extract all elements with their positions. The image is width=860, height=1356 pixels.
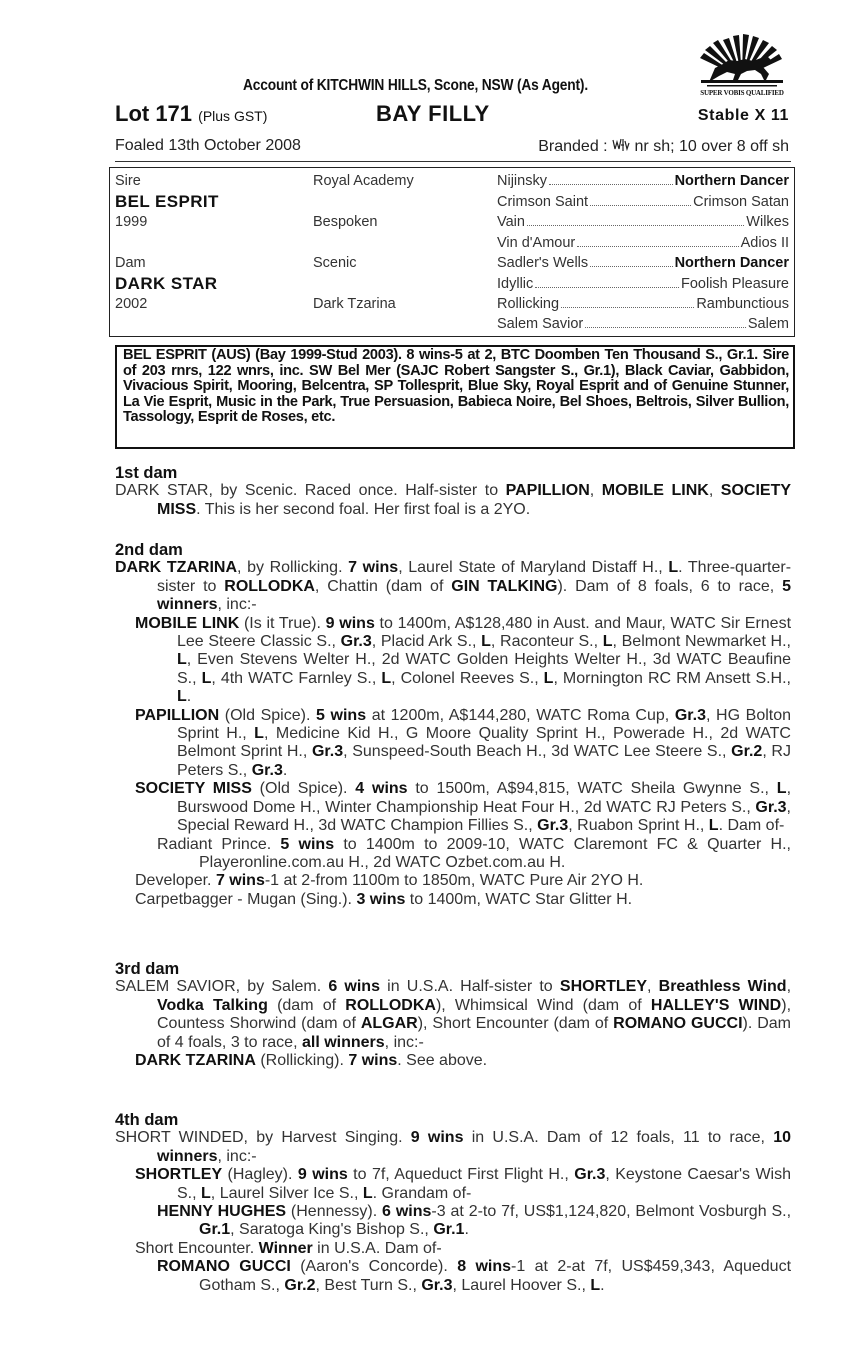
leader-dots	[577, 235, 738, 247]
ancestor-sire: Salem	[747, 316, 789, 332]
ancestor-sire: Crimson Satan	[693, 194, 789, 210]
grand-progeny-entry: HENNY HUGHES (Hennessy). 6 wins-3 at 2-to 7f, US$1,124,820, Belmont Vosburgh S., Gr.1, Saratoga King's Bishop S., Gr.1.	[157, 1203, 792, 1239]
divider	[115, 161, 791, 162]
branded-info	[538, 137, 789, 156]
dam-entry: DARK STAR, by Scenic. Raced once. Half-sister to PAPILLION, MOBILE LINK, SOCIETY MISS. This is her second foal. Her first foal is a 2YO.	[115, 482, 792, 518]
section-heading: 3rd dam	[115, 960, 180, 978]
dam-label: Dam	[115, 255, 146, 271]
sire-summary-box	[115, 345, 795, 449]
sire-label: Sire	[115, 173, 141, 189]
leader-dots	[535, 276, 679, 288]
sire-summary: BEL ESPRIT (AUS) (Bay 1999-Stud 2003). 8 wins-5 at 2, BTC Doomben Ten Thousand S., Gr.1. Sire of 203 rnrs, 122 wnrs, inc. SW Bel Mer (SAJC Robert Sangster S., Gr.1), Black Caviar, Gabbidon, Vivacious Spirit, Mooring, Belcentra, SP Tollesprit, Blue Sky, Royal Esprit and of Genuine Stunner, La Vie Esprit, Music in the Park, True Persuasion, Babieca Noire, Bel Shoes, Beltrois, Silver Bullion, Tassology, Esprit de Roses, etc.	[123, 347, 789, 425]
dam-year: 2002	[115, 296, 148, 312]
progeny-entry: PAPILLION (Old Spice). 5 wins at 1200m, A$144,280, WATC Roma Cup, Gr.3, HG Bolton Sprint H., L, Medicine Kid H., G Moore Quality Sprint H., Powerade H., 2d WATC Belmont Sprint H., Gr.3, Sunspeed-South Beach H., 3d WATC Lee Steere S., Gr.2, RJ Peters S., Gr.3.	[135, 706, 792, 779]
ancestor-sire: Northern Dancer	[674, 255, 789, 271]
progeny-entry: Short Encounter. Winner in U.S.A. Dam of-	[135, 1239, 442, 1257]
ancestor-sire: Rambunctious	[696, 296, 789, 312]
ancestor-row	[497, 235, 789, 251]
branded-label: Branded :	[538, 138, 608, 155]
leader-dots	[590, 194, 691, 206]
ancestor-name: Sadler's Wells	[497, 255, 589, 271]
branded-text: nr sh; 10 over 8 off sh	[634, 138, 789, 155]
ancestor-row	[497, 194, 789, 210]
horse-sunburst-icon	[693, 34, 791, 90]
sire-dam: Bespoken	[313, 214, 378, 230]
ancestor-row	[497, 214, 789, 230]
progeny-entry: DARK TZARINA (Rollicking). 7 wins. See above.	[135, 1052, 488, 1070]
ancestor-sire: Adios II	[740, 235, 789, 251]
grand-progeny-entry: Radiant Prince. 5 wins to 1400m to 2009-10, WATC Claremont FC & Quarter H., Playeronline.com.au H., 2d WATC Ozbet.com.au H.	[157, 835, 791, 871]
leader-dots	[585, 316, 746, 328]
third-dam-section	[115, 960, 791, 1070]
vendor-account: Account of KITCHWIN HILLS, Scone, NSW (As Agent).	[243, 77, 588, 94]
leader-dots	[549, 173, 673, 185]
progeny-entry: SOCIETY MISS (Old Spice). 4 wins to 1500m, A$94,815, WATC Sheila Gwynne S., L, Burswood Dome H., Winter Championship Heat Four H., 2d WATC RJ Peters S., Gr.3, Special Reward H., 3d WATC Champion Fillies S., Gr.3, Ruabon Sprint H., L. Dam of-	[135, 780, 792, 835]
pedigree-table	[109, 167, 795, 337]
ancestor-name: Rollicking	[497, 296, 560, 312]
section-heading: 2nd dam	[115, 541, 183, 559]
lot-row	[115, 100, 791, 130]
logo-caption: SUPER VOBIS QUALIFIED	[700, 89, 784, 97]
ancestor-row	[497, 296, 789, 312]
ancestor-sire: Northern Dancer	[674, 173, 789, 189]
ancestor-row	[497, 255, 789, 271]
progeny-entry: SHORTLEY (Hagley). 9 wins to 7f, Aqueduct First Flight H., Gr.3, Keystone Caesar's Wish S., L, Laurel Silver Ice S., L. Grandam of-	[135, 1166, 791, 1202]
ancestor-row	[497, 316, 789, 332]
lot-label: Lot 171	[115, 101, 193, 126]
sire-year: 1999	[115, 214, 148, 230]
ancestor-name: Crimson Saint	[497, 194, 589, 210]
ancestor-name: Salem Savior	[497, 316, 584, 332]
stable-number: Stable X 11	[697, 107, 789, 124]
foaled-date: Foaled 13th October 2008	[115, 137, 301, 154]
sire-sire: Royal Academy	[313, 173, 414, 189]
first-dam-section	[115, 464, 791, 519]
dam-entry: SALEM SAVIOR, by Salem. 6 wins in U.S.A. Half-sister to SHORTLEY, Breathless Wind, Vodka Talking (dam of ROLLODKA), Whimsical Wind (dam of HALLEY'S WIND), Countess Shorwind (dam of ALGAR), Short Encounter (dam of ROMANO GUCCI). Dam of 4 foals, 3 to race, all winners, inc:-	[115, 978, 792, 1051]
leader-dots	[590, 255, 672, 267]
ancestor-name: Idyllic	[497, 276, 534, 292]
leader-dots	[561, 296, 694, 308]
lot-number	[115, 101, 267, 127]
dam-name: DARK STAR	[115, 274, 218, 293]
ancestor-sire: Foolish Pleasure	[681, 276, 789, 292]
leader-dots	[527, 214, 744, 226]
gst-note: (Plus GST)	[198, 108, 268, 124]
section-heading: 4th dam	[115, 1111, 179, 1129]
dam-sire: Scenic	[313, 255, 357, 271]
dam-entry: DARK TZARINA, by Rollicking. 7 wins, Laurel State of Maryland Distaff H., L. Three-quarter-sister to ROLLODKA, Chattin (dam of GIN TALKING). Dam of 8 foals, 6 to race, 5 winners, inc:-	[115, 559, 792, 614]
ancestor-sire: Wilkes	[746, 214, 789, 230]
progeny-entry: Developer. 7 wins-1 at 2-from 1100m to 1850m, WATC Pure Air 2YO H.	[135, 872, 644, 890]
horse-description: BAY FILLY	[376, 101, 490, 126]
second-dam-section	[115, 541, 791, 909]
ancestor-name: Vin d'Amour	[497, 235, 576, 251]
sire-name: BEL ESPRIT	[115, 192, 219, 211]
fourth-dam-section	[115, 1111, 791, 1295]
brand-mark-icon	[612, 137, 630, 153]
ancestor-row	[497, 173, 789, 189]
ancestor-row	[497, 276, 789, 292]
ancestor-name: Nijinsky	[497, 173, 547, 189]
progeny-entry: MOBILE LINK (Is it True). 9 wins to 1400m, A$128,480 in Aust. and Maur, WATC Sir Ernest Lee Steere Classic S., Gr.3, Placid Ark S., L, Raconteur S., L, Belmont Newmarket H., L, Even Stevens Welter H., 2d WATC Golden Heights Welter H., 3d WATC Beaufine S., L, 4th WATC Farnley S., L, Colonel Reeves S., L, Mornington RC RM Ansett S.H., L.	[135, 614, 792, 706]
ancestor-name: Vain	[497, 214, 525, 230]
section-heading: 1st dam	[115, 464, 178, 482]
grand-progeny-entry: ROMANO GUCCI (Aaron's Concorde). 8 wins-1 at 2-at 7f, US$459,343, Aqueduct Gotham S., Gr.2, Best Turn S., Gr.3, Laurel Hoover S., L.	[157, 1258, 792, 1294]
super-vobis-logo	[693, 34, 791, 100]
dam-dam: Dark Tzarina	[313, 296, 396, 312]
progeny-entry: Carpetbagger - Mugan (Sing.). 3 wins to 1400m, WATC Star Glitter H.	[135, 890, 633, 908]
dam-entry: SHORT WINDED, by Harvest Singing. 9 wins in U.S.A. Dam of 12 foals, 11 to race, 10 winners, inc:-	[115, 1129, 792, 1165]
